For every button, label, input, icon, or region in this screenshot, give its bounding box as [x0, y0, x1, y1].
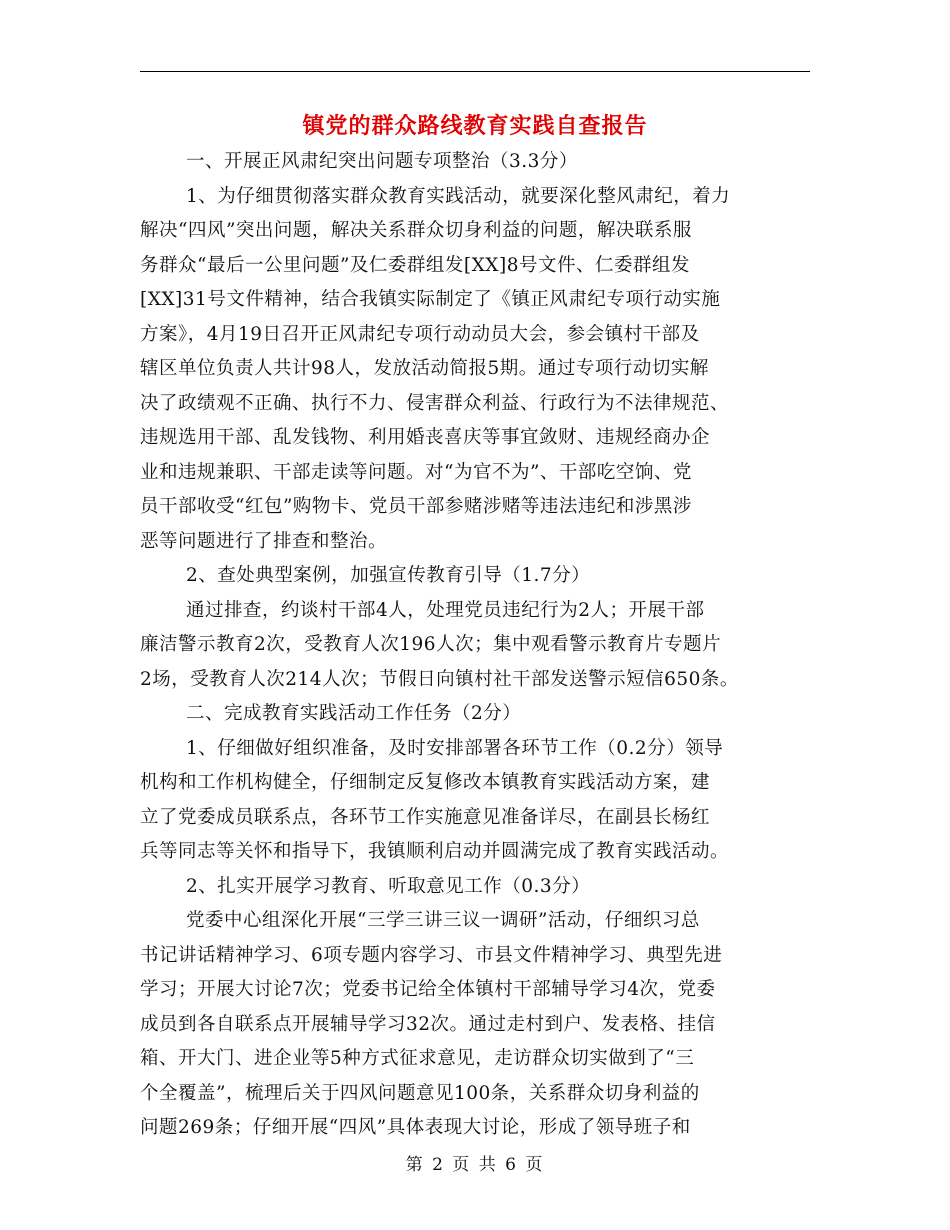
text-line: 党委中心组深化开展“三学三讲三议一调研”活动，仔细织习总: [186, 910, 700, 931]
text-line: 2、查处典型案例，加强宣传教育引导（1.7分）: [186, 565, 591, 586]
text-line: 学习；开展大讨论7次；党委书记给全体镇村干部辅导学习4次，党委: [140, 979, 716, 1000]
text-line: 恶等问题进行了排查和整治。: [140, 530, 388, 552]
text-line: 立了党委成员联系点，各环节工作实施意见准备详尽，在副县长杨红: [140, 806, 711, 828]
header-rule: [140, 71, 810, 72]
text-line: 廉洁警示教育2次，受教育人次196人次；集中观看警示教育片专题片: [140, 634, 722, 655]
text-line: 箱、开大门、进企业等5种方式征求意见，走访群众切实做到了“三: [140, 1048, 695, 1069]
text-line: 辖区单位负责人共计98人，发放活动简报5期。通过专项行动切实解: [140, 358, 709, 379]
text-line: 机构和工作机构健全，仔细制定反复修改本镇教育实践活动方案，建: [140, 772, 711, 793]
text-line: 二、完成教育实践活动工作任务（2分）: [186, 703, 522, 724]
text-line: 成员到各自联系点开展辅导学习32次。通过走村到户、发表格、挂信: [140, 1013, 716, 1035]
text-line: 决了政绩观不正确、执行不力、侵害群众利益、行政行为不法律规范、: [140, 392, 730, 414]
text-line: 问题269条；仔细开展“四风”具体表现大讨论，形成了领导班子和: [140, 1117, 691, 1138]
text-line: 兵等同志等关怀和指导下，我镇顺利启动并圆满完成了教育实践活动。: [140, 841, 730, 862]
text-line: 违规选用干部、乱发钱物、利用婚丧喜庆等事宜敛财、违规经商办企: [140, 427, 711, 448]
text-line: 2场，受教育人次214人次；节假日向镇村社干部发送警示短信650条。: [140, 668, 739, 690]
document-body: [140, 145, 812, 1146]
text-line: 一、开展正风肃纪突出问题专项整治（3.3分）: [186, 151, 578, 172]
text-line: 书记讲话精神学习、6项专题内容学习、市县文件精神学习、典型先进: [140, 944, 723, 966]
page-number-footer: 第 2 页 共 6 页: [405, 1155, 545, 1175]
text-line: 1、为仔细贯彻落实群众教育实践活动，就要深化整风肃纪，着力: [186, 185, 731, 207]
text-line: 个全覆盖”，梳理后关于四风问题意见100条，关系群众切身利益的: [140, 1082, 700, 1104]
text-line: 2、扎实开展学习教育、听取意见工作（0.3分）: [186, 875, 591, 897]
text-line: [XX]31号文件精神，结合我镇实际制定了《镇正风肃纪专项行动实施: [140, 289, 721, 310]
document-title: 镇党的群众路线教育实践自查报告: [302, 113, 648, 139]
text-line: 1、仔细做好组织准备，及时安排部署各环节工作（0.2分）领导: [186, 737, 724, 759]
text-line: 业和违规兼职、干部走读等问题。对“为官不为”、干部吃空饷、党: [140, 461, 692, 483]
text-line: 员干部收受“红包”购物卡、党员干部参赌涉赌等违法违纪和涉黑涉: [140, 496, 692, 517]
text-line: 务群众“最后一公里问题”及仁委群组发[XX]8号文件、仁委群组发: [140, 254, 690, 276]
text-line: 方案》，4月19日召开正风肃纪专项行动动员大会，参会镇村干部及: [140, 323, 700, 345]
text-line: 通过排查，约谈村干部4人，处理党员违纪行为2人；开展干部: [186, 599, 705, 621]
text-line: 解决“四风”突出问题，解决关系群众切身利益的问题，解决联系服: [140, 220, 692, 241]
